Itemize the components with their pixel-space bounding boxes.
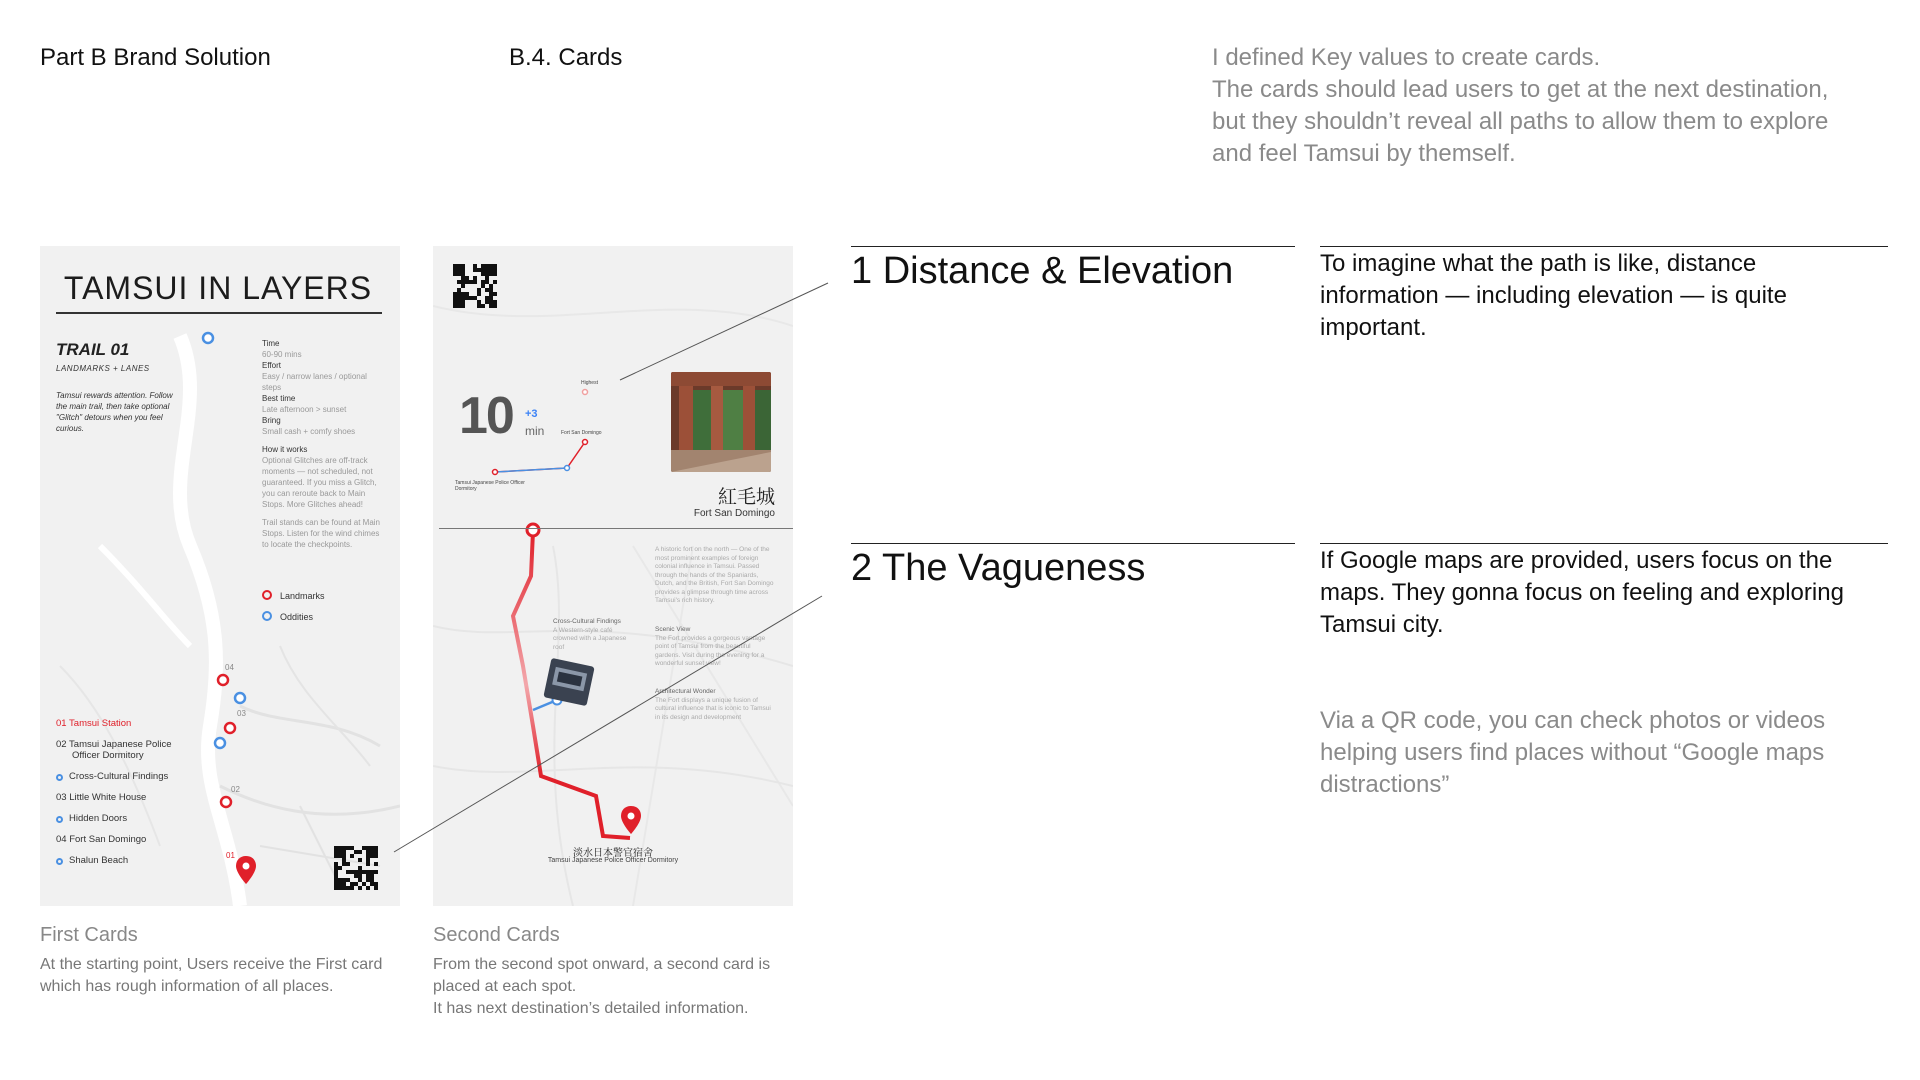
stop-item-glitch: Shalun Beach [56, 855, 226, 866]
connector-distance [620, 283, 828, 380]
note-value: The Fort provides a gorgeous vantage point of Tamsui from the beautiful gardens. Visit during the evening for a wonderful sunset view! [655, 634, 766, 667]
section-1-body [1320, 248, 1888, 344]
connector-vagueness [394, 596, 822, 852]
section-2-body-rule [1320, 543, 1888, 544]
section-title: B.4. Cards [509, 44, 623, 71]
body-line: If Google maps are provided, users focus on the [1320, 547, 1833, 574]
body-line: information — including elevation — is quite [1320, 282, 1787, 309]
section-2-title: 2 The Vagueness [851, 547, 1146, 589]
stop-item: 02 Tamsui Japanese Police [56, 739, 172, 750]
caption-line: It has next destination’s detailed information. [433, 1000, 749, 1017]
second-card-caption-title: Second Cards [433, 924, 560, 946]
trail-subtitle: LANDMARKS + LANES [56, 364, 150, 373]
map-number: 03 [237, 709, 246, 718]
info-label: Bring [262, 416, 281, 425]
caption-line: At the starting point, Users receive the First card [40, 956, 383, 973]
intro-line: I defined Key values to create cards. [1212, 44, 1601, 71]
legend-label: Landmarks [280, 591, 325, 601]
minutes-unit: min [525, 424, 545, 438]
section-1-title: 1 Distance & Elevation [851, 250, 1234, 292]
map-number: 04 [225, 663, 234, 672]
destination-intro: A historic fort on the north — One of the most prominent examples of foreign colonial influence in Tamsui. Passed through the hands of the Spaniards, Dutch, and the British, Fort San Domingo provides a glimpse through time across Tamsui's rich history. [655, 546, 774, 604]
stop-item-glitch: Cross-Cultural Findings [56, 771, 226, 782]
map-number: 01 [226, 851, 235, 860]
next-destination-cjk: 淡水日本警官宿舍 [573, 848, 653, 859]
next-destination-en: Tamsui Japanese Police Officer Dormitory [547, 857, 679, 864]
caption-line: placed at each spot. [433, 978, 577, 995]
section-1-rule [851, 246, 1295, 247]
section-2-rule [851, 543, 1295, 544]
elevation-label-highest: Highest [581, 380, 598, 386]
info-label: Effort [262, 361, 281, 370]
intro-line: and feel Tamsui by themself. [1212, 140, 1516, 167]
caption-line: From the second spot onward, a second card is [433, 956, 771, 973]
stop-item-glitch: Hidden Doors [56, 813, 226, 824]
info-value: Trail stands can be found at Main Stops. Listen for the wind chimes to locate the checkpoints. [262, 518, 380, 549]
section-2-body [1320, 545, 1888, 641]
info-value: Easy / narrow lanes / optional steps [262, 372, 367, 392]
info-value: Optional Glitches are off-track moments — not scheduled, not guaranteed. If you miss a Glitch, you can reroute back to Main Stops. More Glitches ahead! [262, 456, 377, 509]
section-2-note [1320, 705, 1888, 801]
stop-item: 03 Little White House [56, 792, 147, 803]
section-1-body-rule [1320, 246, 1888, 247]
note-label: Cross-Cultural Findings [553, 618, 621, 625]
info-value: Late afternoon > sunset [262, 405, 347, 414]
body-line: important. [1320, 314, 1427, 341]
caption-line: which has rough information of all places. [40, 978, 334, 995]
info-label: How it works [262, 445, 308, 454]
stop-item: 01 Tamsui Station [56, 718, 132, 729]
card-title: TAMSUI IN LAYERS [63, 270, 373, 306]
map-number: 02 [231, 785, 240, 794]
extra-minutes: +3 [525, 408, 538, 420]
intro-line: but they shouldn’t reveal all paths to allow them to explore [1212, 108, 1829, 135]
body-line: To imagine what the path is like, distance [1320, 250, 1757, 277]
note-label: Scenic View [655, 626, 691, 633]
elevation-label-destination: Fort San Domingo [561, 430, 602, 436]
destination-name-en: Fort San Domingo [693, 508, 775, 519]
body-line: Tamsui city. [1320, 611, 1444, 638]
destination-name-cjk: 紅毛城 [717, 486, 775, 508]
stop-item: 04 Fort San Domingo [56, 834, 147, 845]
info-value: Small cash + comfy shoes [262, 427, 356, 436]
first-card-caption-title: First Cards [40, 924, 138, 946]
trail-description: Tamsui rewards attention. Follow the main trail, then take optional "Glitch" detours when you feel curious. [56, 391, 173, 433]
note-value: The Fort displays a unique fusion of cultural influence that is iconic to Tamsui in its design and development [655, 696, 771, 721]
note-line: distractions” [1320, 771, 1450, 798]
note-label: Architectural Wonder [655, 688, 716, 695]
note-line: helping users find places without “Google maps [1320, 739, 1825, 766]
info-label: Time [262, 339, 280, 348]
part-title: Part B Brand Solution [40, 44, 271, 71]
trail-name: TRAIL 01 [56, 340, 130, 359]
info-label: Best time [262, 394, 296, 403]
legend-label: Oddities [280, 612, 314, 622]
stop-item: Officer Dormitory [72, 750, 144, 761]
note-line: Via a QR code, you can check photos or videos [1320, 707, 1826, 734]
walk-minutes: 10 [459, 387, 513, 445]
body-line: maps. They gonna focus on feeling and exploring [1320, 579, 1844, 606]
elevation-label-start: Tamsui Japanese Police Officer Dormitory [455, 480, 525, 492]
note-value: A Western-style café crowned with a Japanese roof [553, 626, 627, 651]
intro-line: The cards should lead users to get at the next destination, [1212, 76, 1829, 103]
info-value: 60-90 mins [262, 350, 302, 359]
